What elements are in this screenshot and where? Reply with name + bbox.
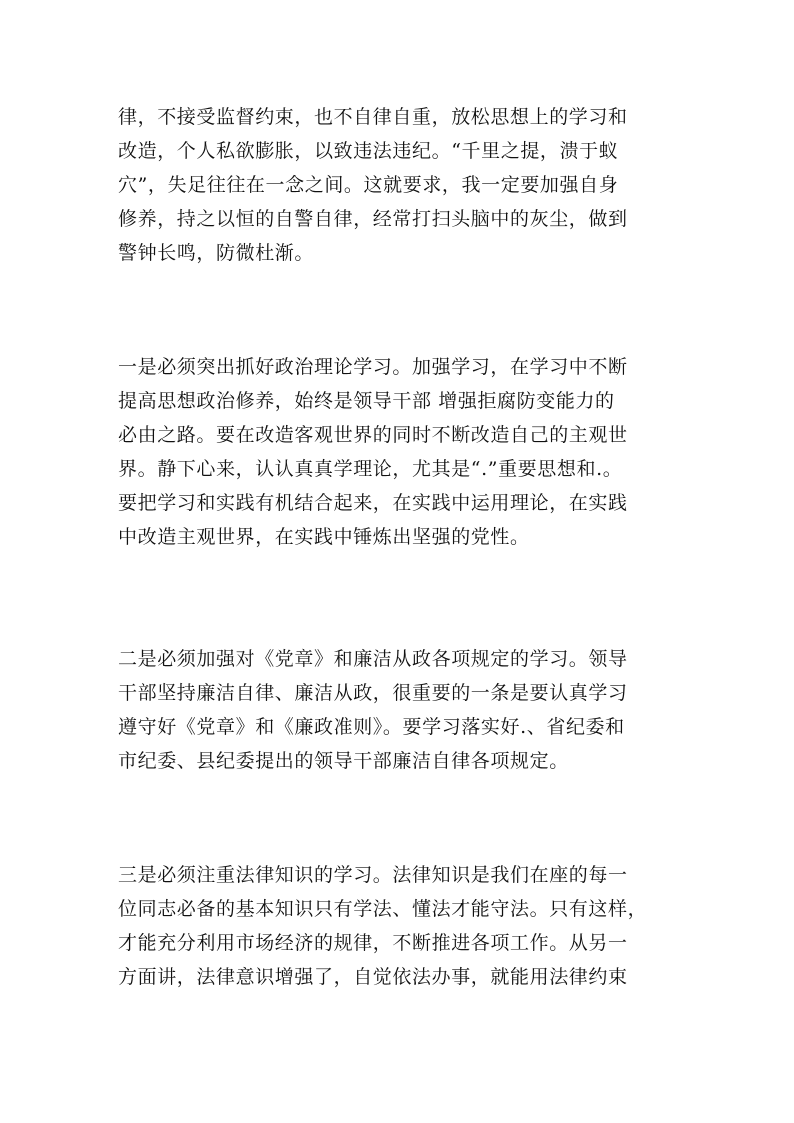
text-line: 改造，个人私欲膨胀，以致违法违纪。“千里之提，溃于蚁 [118,140,619,162]
paragraph-point-three [118,858,698,994]
text-line: 提高思想政治修养，始终是领导干部 增强拒腐防变能力的 [118,390,615,412]
text-line: 市纪委、县纪委提出的领导干部廉洁自律各项规定。 [118,750,569,772]
text-line: 必由之路。要在改造客观世界的同时不断改造自己的主观世 [118,424,628,446]
text-line: 修养，持之以恒的自警自律，经常打扫头脑中的灰尘，做到 [118,208,628,230]
text-line: 位同志必备的基本知识只有学法、懂法才能守法。只有这样， [118,898,648,920]
paragraph-point-two [118,642,698,778]
text-line: 干部坚持廉洁自律、廉洁从政，很重要的一条是要认真学习 [118,682,628,704]
text-line: 律，不接受监督约束，也不自律自重，放松思想上的学习和 [118,106,628,128]
text-line: 穴”，失足往往在一念之间。这就要求，我一定要加强自身 [118,174,619,196]
text-line: 界。静下心来，认认真真学理论，尤其是“.”重要思想和.。 [118,458,623,480]
paragraph-point-one [118,350,698,554]
text-line: 遵守好《党章》和《廉政准则》。要学习落实好.、省纪委和 [118,716,625,738]
paragraph-self-discipline [118,100,698,270]
text-line: 才能充分利用市场经济的规律，不断推进各项工作。从另一 [118,932,628,954]
text-line: 要把学习和实践有机结合起来，在实践中运用理论，在实践 [118,492,628,514]
text-line: 中改造主观世界，在实践中锤炼出坚强的党性。 [118,526,530,548]
text-line: 二是必须加强对《党章》和廉洁从政各项规定的学习。领导 [118,648,628,670]
text-line: 方面讲，法律意识增强了，自觉依法办事，就能用法律约束 [118,966,628,988]
text-line: 三是必须注重法律知识的学习。法律知识是我们在座的每一 [118,864,628,886]
text-line: 警钟长鸣，防微杜渐。 [118,242,315,264]
text-line: 一是必须突出抓好政治理论学习。加强学习，在学习中不断 [118,356,628,378]
